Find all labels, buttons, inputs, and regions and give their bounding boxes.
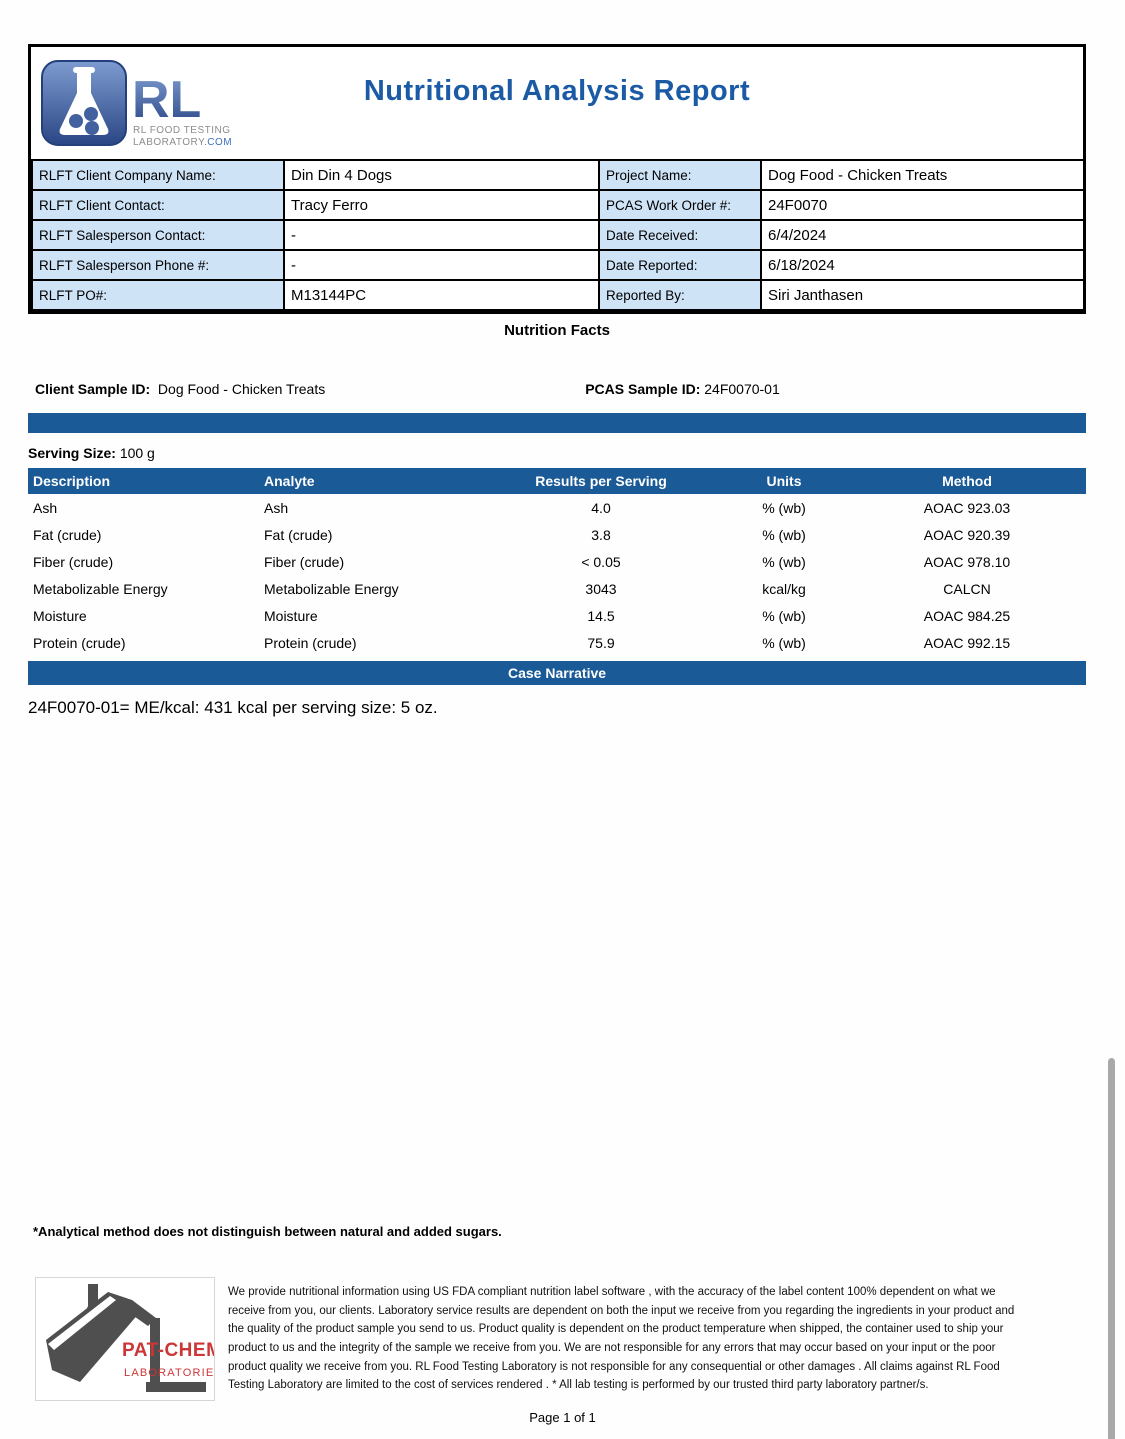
cell-method: AOAC 992.15 [923,634,1011,651]
serving-size-label: Serving Size: [28,445,116,461]
nutrition-facts-section [28,322,1086,718]
table-row [28,494,1086,521]
info-row [32,220,1084,250]
info-row [32,190,1084,220]
info-label: RLFT Salesperson Phone #: [32,250,284,280]
cell-result: 75.9 [587,634,615,651]
info-label: RLFT Salesperson Contact: [32,220,284,250]
info-value: M13144PC [284,280,599,310]
client-info-table [31,159,1085,311]
cell-result: 3043 [585,580,617,597]
cell-result: 4.0 [591,499,611,516]
info-value: 6/18/2024 [761,250,1084,280]
cell-method: AOAC 978.10 [923,553,1011,570]
info-label: Project Name: [599,160,761,190]
report-header [28,44,1086,314]
cell-result: < 0.05 [581,553,621,570]
section-divider-bar [28,413,1086,433]
info-value: Din Din 4 Dogs [284,160,599,190]
pcas-sample-label: PCAS Sample ID: [585,381,701,397]
cell-units: % (wb) [762,499,806,516]
cell-units: % (wb) [762,526,806,543]
case-narrative-header: Case Narrative [28,661,1086,685]
page-number: Page 1 of 1 [529,1410,596,1425]
info-row [32,280,1084,310]
sugars-footnote: *Analytical method does not distinguish between natural and added sugars. [33,1224,502,1239]
patchem-name: PAT-CHEM [122,1340,214,1361]
info-value: Siri Janthasen [761,280,1084,310]
table-row [28,629,1086,656]
cell-analyte: Moisture [264,607,318,624]
info-label: RLFT Client Contact: [32,190,284,220]
info-label: Date Reported: [599,250,761,280]
pcas-sample-id [585,381,780,397]
client-sample-value: Dog Food - Chicken Treats [157,381,326,397]
cell-method: AOAC 920.39 [923,526,1011,543]
vertical-scrollbar[interactable] [1108,1058,1115,1439]
rl-logo-line2a: LABORATORY [133,137,204,148]
serving-size [28,445,1086,461]
pcas-sample-value: 24F0070-01 [704,381,780,397]
info-row [32,160,1084,190]
cell-method: AOAC 984.25 [923,607,1011,624]
info-label: Reported By: [599,280,761,310]
cell-analyte: Metabolizable Energy [264,580,399,597]
col-header-analyte: Analyte [260,468,482,494]
table-row [28,602,1086,629]
cell-units: % (wb) [762,553,806,570]
cell-analyte: Protein (crude) [264,634,357,651]
brand-row [31,47,1083,159]
serving-size-value: 100 g [119,445,155,461]
cell-description: Protein (crude) [33,634,126,651]
col-header-method: Method [848,468,1086,494]
page-title: Nutritional Analysis Report [363,75,751,107]
info-value: 24F0070 [761,190,1084,220]
disclaimer-text: We provide nutritional information using US FDA compliant nutrition label software , with the accuracy of the label content 100% dependent on what we receive from you, our clients. Laboratory service results are dependent on both the input we receive from you regarding the ingredients in your product and the quality of the product sample you send to us. Product quality is dependent on the product temperature when shipped, the container used to ship your product to us and the integrity of the sample we receive from you. We are not responsible for any errors that may occur based on your input or the poor product quality we receive from you. RL Food Testing Laboratory is not responsible for any consequential or other damages . All claims against RL Food Testing Laboratory are limited to the cost of services rendered . * All lab testing is performed by our trusted third party laboratory partner/s. [228,1286,1015,1392]
client-sample-id [35,381,325,397]
patchem-sub: LABORATORIES [124,1367,214,1379]
cell-description: Moisture [33,607,87,624]
cell-analyte: Fat (crude) [264,526,333,543]
results-header-row [28,468,1086,494]
cell-description: Fiber (crude) [33,553,114,570]
info-label: RLFT PO#: [32,280,284,310]
info-value: Dog Food - Chicken Treats [761,160,1084,190]
info-value: - [284,250,599,280]
rl-logo-text: RL [132,71,202,129]
section-title: Nutrition Facts [504,322,610,339]
cell-units: % (wb) [762,634,806,651]
rl-logo-line1: RL FOOD TESTING [133,125,231,136]
cell-analyte: Fiber (crude) [264,553,345,570]
patchem-logo [35,1277,215,1401]
info-label: PCAS Work Order #: [599,190,761,220]
cell-units: kcal/kg [762,580,806,597]
info-label: RLFT Client Company Name: [32,160,284,190]
cell-description: Fat (crude) [33,526,102,543]
table-row [28,521,1086,548]
cell-method: AOAC 923.03 [923,499,1011,516]
cell-analyte: Ash [264,499,289,516]
svg-text:LABORATORY.COM [133,137,232,148]
info-label: Date Received: [599,220,761,250]
client-sample-label: Client Sample ID: [35,381,151,397]
case-narrative-text: 24F0070-01= ME/kcal: 431 kcal per serving size: 5 oz. [28,698,438,717]
info-value: - [284,220,599,250]
cell-description: Metabolizable Energy [33,580,168,597]
sample-id-row [28,381,1086,397]
table-row [28,548,1086,575]
info-value: 6/4/2024 [761,220,1084,250]
info-value: Tracy Ferro [284,190,599,220]
cell-result: 14.5 [587,607,615,624]
cell-description: Ash [33,499,58,516]
cell-method: CALCN [943,580,991,597]
table-row [28,575,1086,602]
results-table [28,468,1086,656]
rl-logo-line2b: .COM [203,137,233,148]
col-header-units: Units [720,468,848,494]
cell-units: % (wb) [762,607,806,624]
cell-result: 3.8 [591,526,611,543]
info-row [32,250,1084,280]
col-header-description: Description [28,468,260,494]
patchem-flask-icon [36,1278,214,1400]
col-header-results: Results per Serving [482,468,720,494]
